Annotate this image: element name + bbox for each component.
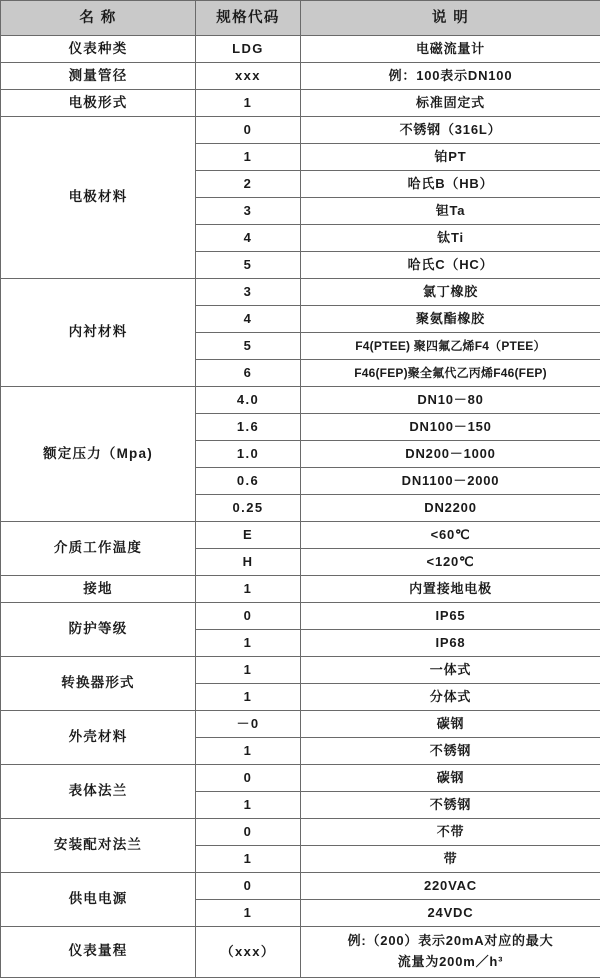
table-row (1, 117, 600, 144)
spec-code-cell: 1 (196, 684, 301, 711)
table-row (1, 873, 600, 900)
row-group-name: 表体法兰 (1, 765, 196, 819)
spec-description-cell: 分体式 (301, 684, 600, 711)
row-group-name: 测量管径 (1, 63, 196, 90)
table-header (1, 1, 600, 36)
spec-description-cell: 电磁流量计 (301, 36, 600, 63)
table-row (1, 711, 600, 738)
table-row (1, 90, 600, 117)
spec-description-cell: <60℃ (301, 522, 600, 549)
spec-code-cell: 0 (196, 603, 301, 630)
spec-description-cell: DN200－1000 (301, 441, 600, 468)
spec-code-cell: 0 (196, 765, 301, 792)
spec-description-cell: 一体式 (301, 657, 600, 684)
spec-description-cell: 标准固定式 (301, 90, 600, 117)
spec-code-cell: 1.6 (196, 414, 301, 441)
spec-code-cell: 6 (196, 360, 301, 387)
spec-code-cell: 0 (196, 117, 301, 144)
table-row (1, 387, 600, 414)
spec-description-cell: 例：100表示DN100 (301, 63, 600, 90)
table-row (1, 765, 600, 792)
spec-code-cell: E (196, 522, 301, 549)
spec-description-cell: DN2200 (301, 495, 600, 522)
table-row (1, 63, 600, 90)
spec-description-cell: 碳钢 (301, 711, 600, 738)
spec-description-cell: DN100－150 (301, 414, 600, 441)
row-group-name: 接地 (1, 576, 196, 603)
row-group-name: 安装配对法兰 (1, 819, 196, 873)
spec-description-cell: DN10－80 (301, 387, 600, 414)
column-header-code: 规格代码 (196, 1, 301, 36)
row-group-name: 供电电源 (1, 873, 196, 927)
spec-code-cell: 2 (196, 171, 301, 198)
table-header-row (1, 1, 600, 36)
spec-code-cell: 5 (196, 252, 301, 279)
row-group-name: 内衬材料 (1, 279, 196, 387)
spec-code-cell: 1 (196, 90, 301, 117)
spec-description-cell: 不锈钢 (301, 792, 600, 819)
spec-code-cell: 1 (196, 630, 301, 657)
table-row (1, 603, 600, 630)
spec-code-cell: 3 (196, 279, 301, 306)
spec-code-cell: LDG (196, 36, 301, 63)
spec-description-cell: IP68 (301, 630, 600, 657)
row-group-name: 防护等级 (1, 603, 196, 657)
spec-description-cell: 不锈钢 (301, 738, 600, 765)
spec-description-cell: 例:（200）表示20mA对应的最大 流量为200m／h³ (301, 927, 600, 978)
table-row (1, 576, 600, 603)
spec-code-cell: 1 (196, 900, 301, 927)
spec-code-cell: 4 (196, 225, 301, 252)
row-group-name: 额定压力（Mpa) (1, 387, 196, 522)
spec-code-cell: 3 (196, 198, 301, 225)
spec-description-cell: 220VAC (301, 873, 600, 900)
row-group-name: 仪表种类 (1, 36, 196, 63)
table-row (1, 927, 600, 978)
spec-description-cell: 哈氏B（HB） (301, 171, 600, 198)
row-group-name: 介质工作温度 (1, 522, 196, 576)
spec-code-cell: 0 (196, 819, 301, 846)
spec-code-cell: －0 (196, 711, 301, 738)
spec-code-cell: 4.0 (196, 387, 301, 414)
spec-description-cell: IP65 (301, 603, 600, 630)
table-row (1, 819, 600, 846)
spec-description-cell: 聚氨酯橡胶 (301, 306, 600, 333)
spec-code-cell: 1 (196, 576, 301, 603)
spec-code-cell: 0.25 (196, 495, 301, 522)
spec-description-cell: 不锈钢（316L） (301, 117, 600, 144)
spec-code-cell: 0 (196, 873, 301, 900)
spec-description-cell: <120℃ (301, 549, 600, 576)
row-group-name: 转换器形式 (1, 657, 196, 711)
spec-code-cell: 5 (196, 333, 301, 360)
row-group-name: 电极形式 (1, 90, 196, 117)
spec-code-cell: 0.6 (196, 468, 301, 495)
spec-code-cell: 1.0 (196, 441, 301, 468)
spec-code-cell: 1 (196, 144, 301, 171)
column-header-description: 说 明 (301, 1, 600, 36)
spec-description-cell: 带 (301, 846, 600, 873)
table-row (1, 36, 600, 63)
spec-description-cell: 24VDC (301, 900, 600, 927)
spec-description-cell: 氯丁橡胶 (301, 279, 600, 306)
spec-description-cell: F4(PTEE) 聚四氟乙烯F4（PTEE） (301, 333, 600, 360)
spec-code-cell: 4 (196, 306, 301, 333)
spec-description-cell: 钽Ta (301, 198, 600, 225)
column-header-name: 名 称 (1, 1, 196, 36)
row-group-name: 仪表量程 (1, 927, 196, 978)
spec-code-cell: 1 (196, 792, 301, 819)
spec-code-cell: （xxx） (196, 927, 301, 978)
table-row (1, 657, 600, 684)
spec-code-cell: xxx (196, 63, 301, 90)
spec-description-cell: 内置接地电极 (301, 576, 600, 603)
spec-code-cell: H (196, 549, 301, 576)
table-row (1, 522, 600, 549)
row-group-name: 电极材料 (1, 117, 196, 279)
spec-description-cell: 铂PT (301, 144, 600, 171)
table-row (1, 279, 600, 306)
spec-code-cell: 1 (196, 846, 301, 873)
spec-code-cell: 1 (196, 657, 301, 684)
spec-description-cell: F46(FEP)聚全氟代乙丙烯F46(FEP) (301, 360, 600, 387)
spec-description-cell: DN1100－2000 (301, 468, 600, 495)
spec-description-cell: 不带 (301, 819, 600, 846)
table-body (1, 36, 600, 978)
row-group-name: 外壳材料 (1, 711, 196, 765)
spec-description-cell: 哈氏C（HC） (301, 252, 600, 279)
spec-description-cell: 钛Ti (301, 225, 600, 252)
spec-code-cell: 1 (196, 738, 301, 765)
spec-description-cell: 碳钢 (301, 765, 600, 792)
